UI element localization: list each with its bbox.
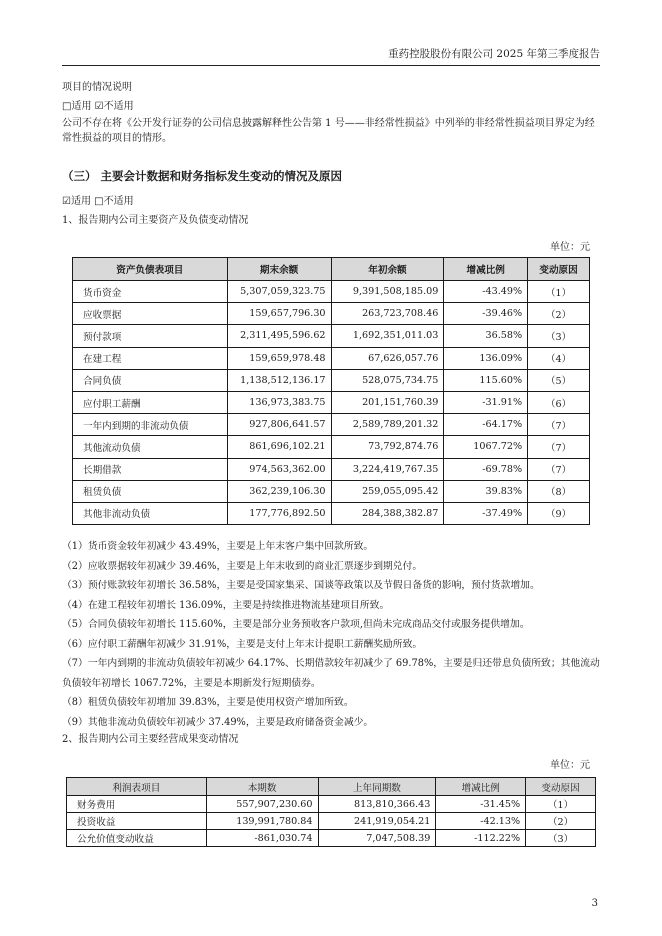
table-cell: 67,626,057.76 [331, 347, 444, 369]
note-item: （5）合同负债较年初增长 115.60%，主要是部分业务预收客户款项,但尚未完成商品交付或服务提供增加。 [62, 619, 530, 630]
income-unit: 单位：元 [550, 760, 590, 771]
table-cell: （5） [528, 369, 590, 391]
table-row [73, 303, 590, 325]
table-cell: 9,391,508,185.09 [331, 281, 444, 303]
column-header: 变动原因 [526, 778, 596, 796]
table-cell: 813,810,366.43 [318, 796, 436, 813]
table-cell: 5,307,059,323.75 [227, 281, 331, 303]
table-cell: （3） [526, 830, 596, 847]
table-row [73, 480, 590, 502]
table-cell: 1,692,351,011.03 [331, 325, 444, 347]
table-cell: -64.17% [444, 414, 528, 436]
change-notes [62, 537, 602, 732]
table-cell: （7） [528, 436, 590, 458]
table-cell: （7） [528, 414, 590, 436]
table-cell: （2） [526, 813, 596, 830]
table-cell: -31.91% [444, 391, 528, 413]
table-cell: -39.46% [444, 303, 528, 325]
intro-applicable: □适用 ☑不适用 [62, 101, 134, 112]
table-cell: 136.09% [444, 347, 528, 369]
section-applicable: ☑适用 □不适用 [62, 196, 134, 207]
column-header: 年初余额 [331, 258, 444, 281]
intro-label: 项目的情况说明 [62, 82, 132, 93]
column-header: 利润表项目 [67, 778, 207, 796]
table-cell: 1,138,512,136.17 [227, 369, 331, 391]
income-change-table [66, 777, 596, 847]
table-row [73, 458, 590, 480]
table-cell: 201,151,760.39 [331, 391, 444, 413]
note-item: （3）预付账款较年初增长 36.58%，主要是受国家集采、国谈等政策以及节假日备货的影响，预付货款增加。 [62, 580, 540, 591]
table-cell: 租赁负债 [73, 480, 228, 502]
table-header-row [73, 258, 590, 281]
note-item: （4）在建工程较年初增长 136.09%，主要是持续推进物流基建项目所致。 [62, 599, 390, 611]
table-cell: 177,776,892.50 [227, 502, 331, 524]
table-row [73, 369, 590, 391]
table-cell: -42.13% [436, 813, 526, 830]
column-header: 变动原因 [528, 258, 590, 281]
table-cell: 159,657,796.30 [227, 303, 331, 325]
table-cell: 284,388,382.87 [331, 502, 444, 524]
table-cell: 货币资金 [73, 281, 228, 303]
table-cell: 39.83% [444, 480, 528, 502]
table-cell: -112.22% [436, 830, 526, 847]
table-cell: 139,991,780.84 [206, 813, 318, 830]
table-cell: 927,806,641.57 [227, 414, 331, 436]
page-header: 重药控股股份有限公司 2025 年第三季度报告 [62, 46, 600, 66]
table-cell: （2） [528, 303, 590, 325]
table-row [73, 391, 590, 413]
table-cell: 长期借款 [73, 458, 228, 480]
table-row [73, 325, 590, 347]
table-cell: 36.58% [444, 325, 528, 347]
table-cell: （1） [528, 281, 590, 303]
table-cell: 一年内到期的非流动负债 [73, 414, 228, 436]
balance-change-table [72, 257, 590, 525]
table-row [73, 281, 590, 303]
table-cell: 预付款项 [73, 325, 228, 347]
table-cell: 115.60% [444, 369, 528, 391]
table-cell: 财务费用 [67, 796, 207, 813]
column-header: 资产负债表项目 [73, 258, 228, 281]
table-cell: 其他非流动负债 [73, 502, 228, 524]
table-cell: 2,311,495,596.62 [227, 325, 331, 347]
table-row [73, 436, 590, 458]
table-row [67, 813, 596, 830]
table-cell: 2,589,789,201.32 [331, 414, 444, 436]
table-row [67, 796, 596, 813]
column-header: 上年同期数 [318, 778, 436, 796]
table-cell: 362,239,106.30 [227, 480, 331, 502]
table-row [73, 502, 590, 524]
table-cell: 263,723,708.46 [331, 303, 444, 325]
table-cell: 974,563,362.00 [227, 458, 331, 480]
table-cell: 在建工程 [73, 347, 228, 369]
table-cell: 7,047,508.39 [318, 830, 436, 847]
table-cell: -69.78% [444, 458, 528, 480]
note-item: （2）应收票据较年初减少 39.46%，主要是上年末收到的商业汇票逐步到期兑付。 [62, 560, 423, 572]
table-cell: 528,075,734.75 [331, 369, 444, 391]
column-header: 增减比例 [444, 258, 528, 281]
table-cell: 259,055,095.42 [331, 480, 444, 502]
table-cell: 其他流动负债 [73, 436, 228, 458]
table-cell: 应付职工薪酬 [73, 391, 228, 413]
table-cell: -31.45% [436, 796, 526, 813]
table-cell: （6） [528, 391, 590, 413]
table-cell: 159,659,978.48 [227, 347, 331, 369]
note-item: （6）应付职工薪酬年初减少 31.91%，主要是支付上年末计提职工薪酬奖励所致。 [62, 638, 423, 650]
section-title: （三） 主要会计数据和财务指标发生变动的情况及原因 [62, 169, 343, 183]
note-item: （9）其他非流动负债较年初减少 37.49%，主要是政府储备资金减少。 [62, 716, 374, 728]
table-cell: 241,919,054.21 [318, 813, 436, 830]
table-cell: 投资收益 [67, 813, 207, 830]
table-cell: -37.49% [444, 502, 528, 524]
table-cell: -861,030.74 [206, 830, 318, 847]
balance-unit: 单位：元 [550, 242, 590, 253]
table-cell: （7） [528, 458, 590, 480]
table-cell: 557,907,230.60 [206, 796, 318, 813]
column-header: 增减比例 [436, 778, 526, 796]
table-row [73, 414, 590, 436]
table-header-row [67, 778, 596, 796]
table-cell: 应收票据 [73, 303, 228, 325]
table-cell: 136,973,383.75 [227, 391, 331, 413]
table-row [67, 830, 596, 847]
page-number: 3 [591, 898, 598, 909]
table-cell: -43.49% [444, 281, 528, 303]
table-row [73, 347, 590, 369]
note-item: （1）货币资金较年初减少 43.49%，主要是上年末客户集中回款所致。 [62, 541, 374, 552]
table-cell: 1067.72% [444, 436, 528, 458]
table-cell: 3,224,419,767.35 [331, 458, 444, 480]
note-item: （8）租赁负债较年初增加 39.83%，主要是使用权资产增加所致。 [62, 697, 354, 708]
table-cell: （9） [528, 502, 590, 524]
table-cell: 合同负债 [73, 369, 228, 391]
note-item: （7）一年内到期的非流动负债较年初减少 64.17%、长期借款较年初减少了 69.78%，主要是归还带息负债所致；其他流动负债较年初增长 1067.72%，主要是本期新发行短期债券。 [62, 658, 600, 689]
column-header: 期末余额 [227, 258, 331, 281]
balance-subtitle: 1、报告期内公司主要资产及负债变动情况 [62, 215, 249, 226]
table-cell: （1） [526, 796, 596, 813]
table-cell: 公允价值变动收益 [67, 830, 207, 847]
income-subtitle: 2、报告期内公司主要经营成果变动情况 [62, 734, 239, 745]
column-header: 本期数 [206, 778, 318, 796]
table-cell: 73,792,874.76 [331, 436, 444, 458]
intro-statement: 公司不存在将《公开发行证券的公司信息披露解释性公告第 1 号——非经常性损益》中列举的非经常性损益项目界定为经常性损益的项目的情形。 [62, 118, 595, 144]
table-cell: （3） [528, 325, 590, 347]
table-cell: （4） [528, 347, 590, 369]
table-cell: 861,696,102.21 [227, 436, 331, 458]
table-cell: （8） [528, 480, 590, 502]
